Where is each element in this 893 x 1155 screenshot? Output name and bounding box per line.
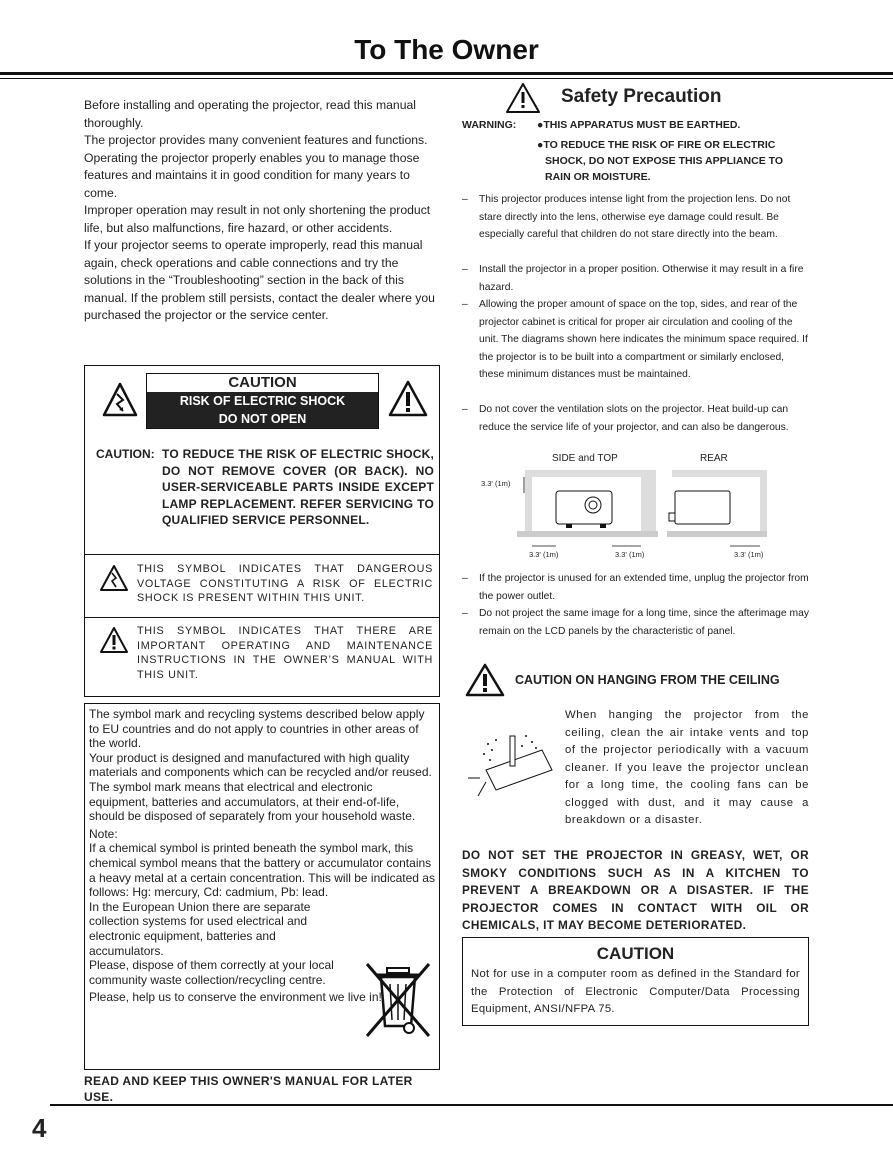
note-label: Note: (89, 826, 118, 841)
greasy-conditions-warning: DO NOT SET THE PROJECTOR IN GREASY, WET, OR SMOKY CONDITIONS SUCH AS IN A KITCHEN TO PREVENT A BREAKDOWN OR A DISASTER. IF THE PROJECTOR COMES IN CONTACT WITH OIL OR CHEMICALS, IT MAY BECOME DETERIORATED. (462, 848, 809, 932)
precaution-text: If the projector is unused for an extended time, unplug the projector from the power outlet. (479, 573, 809, 602)
bottom-rule (50, 1104, 893, 1106)
recycling-paragraph: Please, dispose of them correctly at your local community waste collection/recycling centre. (89, 958, 334, 987)
caution-label-title: CAUTION (228, 374, 297, 391)
caution-label (146, 373, 379, 429)
precaution-text: Do not cover the ventilation slots on the projector. Heat build-up can reduce the service life of your projector, and can also be dangerous. (479, 404, 789, 433)
clearance-drawing (462, 451, 809, 551)
page-title: To The Owner (354, 34, 539, 65)
lightning-symbol-text: THIS SYMBOL INDICATES THAT DANGEROUS VOLTAGE CONSTITUTING A RISK OF ELECTRIC SHOCK IS PRESENT WITHIN THIS UNIT. (137, 563, 433, 604)
precaution-item (462, 401, 809, 436)
crossed-bin-icon (363, 962, 433, 1040)
divider (85, 554, 439, 555)
computer-room-text: Not for use in a computer room as defined in the Standard for the Protection of Electronic Computer/Data Processing Equipment, ANSI/NFPA 75. (471, 968, 800, 1015)
exclamation-symbol-text: THIS SYMBOL INDICATES THAT THERE ARE IMPORTANT OPERATING AND MAINTENANCE INSTRUCTIONS IN THE OWNER’S MANUAL WITH THIS UNIT. (137, 625, 433, 681)
dash-mark: – (462, 194, 468, 205)
precaution-item (462, 261, 809, 296)
intro-text (84, 97, 440, 325)
warning-moisture: ●TO REDUCE THE RISK OF FIRE OR ELECTRIC SHOCK, DO NOT EXPOSE THIS APPLIANCE TO RAIN OR MOISTURE. (537, 139, 784, 183)
warning-label: WARNING: (462, 119, 517, 131)
divider (85, 617, 439, 618)
recycling-paragraph: The symbol mark and recycling systems described below apply to EU countries and do not apply to countries in other areas of the world. (89, 707, 425, 751)
page-number: 4 (32, 1113, 47, 1143)
dash-mark: – (462, 573, 468, 584)
precaution-text: Do not project the same image for a long time, since the afterimage may remain on the LCD panels by the characteristic of panel. (479, 608, 809, 637)
dim-left: 3.3' (1m) (529, 550, 559, 559)
recycling-paragraph: In the European Union there are separate collection systems for used electrical and electronic equipment, batteries and accumulators. (89, 899, 311, 958)
hanging-caution-title: CAUTION ON HANGING FROM THE CEILING (515, 673, 780, 687)
intro-paragraph: The projector provides many convenient features and functions. Operating the projector properly enables you to manage those features and maintains it in good condition for many years to come. (84, 133, 428, 200)
caution-box (84, 365, 440, 697)
caution-statement (96, 446, 434, 529)
diagram-label-rear: REAR (700, 453, 728, 464)
dim-rear: 3.3' (1m) (734, 550, 764, 559)
safety-title: Safety Precaution (561, 86, 722, 107)
hanging-caution-text: When hanging the projector from the ceiling, clean the air intake vents and top of the projector periodically with a vacuum cleaner. If you leave the projector unclean for a long time, the cooling fans can be clogged with dust, and it may cause a breakdown or a disaster. (565, 709, 809, 826)
diagram-label-side: SIDE and TOP (552, 453, 618, 464)
precaution-item (462, 296, 809, 384)
recycling-notice (84, 703, 440, 1070)
title-rule-thin (0, 78, 893, 79)
dim-right: 3.3' (1m) (615, 550, 645, 559)
intro-paragraph: Before installing and operating the projector, read this manual thoroughly. (84, 98, 416, 130)
clearance-diagram (462, 451, 809, 563)
dash-mark: – (462, 404, 468, 415)
exclamation-warning-icon (388, 380, 428, 418)
ceiling-projector-illustration (464, 722, 556, 802)
precaution-item (462, 570, 809, 605)
hanging-warning-icon (465, 663, 505, 697)
precaution-text: Install the projector in a proper position. Otherwise it may result in a fire hazard. (479, 264, 804, 293)
dim-top: 3.3' (1m) (481, 479, 511, 488)
recycling-paragraph: Your product is designed and manufactured with high quality materials and components which can be recycled and/or reused. (89, 750, 432, 780)
precaution-text: This projector produces intense light from the projection lens. Do not stare directly into the lens, otherwise eye damage could result. Be especially careful that children do not stare directly into the beam. (479, 194, 791, 240)
computer-room-title: CAUTION (596, 944, 675, 963)
dash-mark: – (462, 299, 468, 310)
recycling-paragraph: Please, help us to conserve the environment we live in! (89, 990, 382, 1005)
recycling-paragraph: If a chemical symbol is printed beneath the symbol mark, this chemical symbol means that the battery or accumulator contains a heavy metal at a certain concentration. This will be indicated as follows: Hg: mercury, Cd: cadmium, Pb: lead. (89, 841, 435, 900)
intro-paragraph: If your projector seems to operate improperly, read this manual again, check operations and cable connections and try the solutions in the “Troubleshooting” section in the back of this manual. If the problem still persists, contact the dealer where you purchased the projector or the service center. (84, 238, 435, 322)
caution-label-line2: DO NOT OPEN (147, 410, 378, 428)
safety-warning-icon (505, 82, 541, 114)
precaution-text: Allowing the proper amount of space on the top, sides, and rear of the projector cabinet is critical for proper air circulation and cooling of the unit. The diagrams shown here indicates the minimum space required. If the projector is to be built into a compartment or similarly enclosed, these minimum distances must be maintained. (479, 299, 808, 380)
caution-statement-label: CAUTION: (96, 447, 155, 461)
precaution-item (462, 605, 809, 640)
computer-room-caution (462, 937, 809, 1026)
dash-mark: – (462, 608, 468, 619)
lightning-warning-icon (102, 382, 138, 418)
lightning-symbol-icon (99, 564, 129, 592)
precaution-item (462, 191, 809, 244)
caution-label-line1: RISK OF ELECTRIC SHOCK (147, 392, 378, 410)
keep-manual-notice: READ AND KEEP THIS OWNER'S MANUAL FOR LATER USE. (84, 1074, 413, 1104)
dash-mark: – (462, 264, 468, 275)
intro-paragraph: Improper operation may result in not only shortening the product life, but also malfunctions, fire hazard, or other accidents. (84, 203, 431, 235)
title-rule-thick (0, 72, 893, 75)
recycling-paragraph: The symbol mark means that electrical and electronic equipment, batteries and accumulators, at their end-of-life, should be disposed of separately from your household waste. (89, 779, 416, 824)
caution-statement-text: TO REDUCE THE RISK OF ELECTRIC SHOCK, DO NOT REMOVE COVER (OR BACK). NO USER-SERVICEABLE PARTS INSIDE EXCEPT LAMP REPLACEMENT. REFER SERVICING TO QUALIFIED SERVICE PERSONNEL. (162, 447, 434, 527)
warning-earthed: ●THIS APPARATUS MUST BE EARTHED. (537, 119, 741, 131)
exclamation-symbol-icon (99, 626, 129, 654)
